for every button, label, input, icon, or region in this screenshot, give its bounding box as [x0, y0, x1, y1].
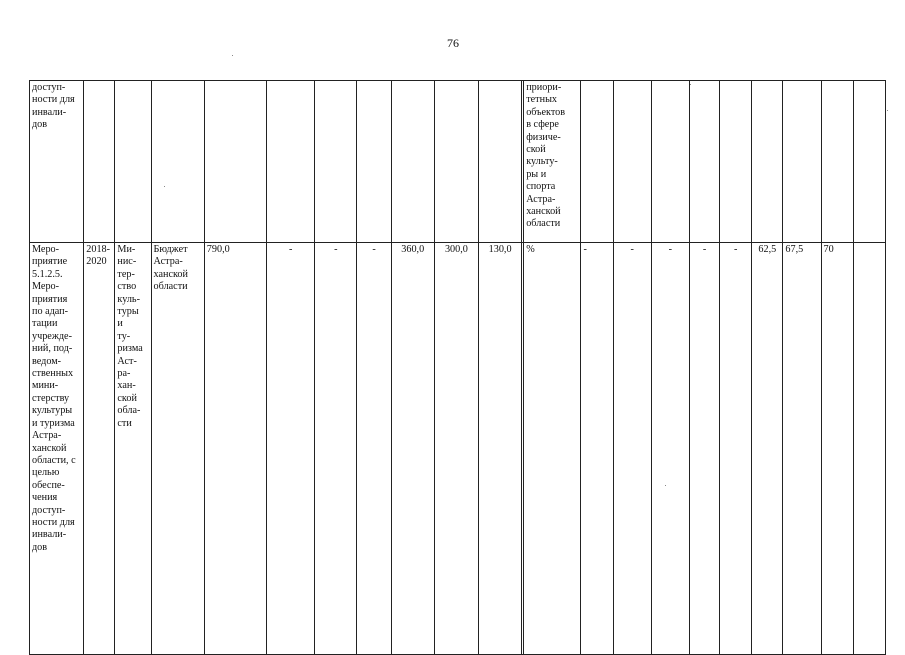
table-cell: -: [689, 243, 719, 655]
table-cell: %: [524, 243, 581, 655]
table-cell: -: [720, 243, 752, 655]
table-cell: -: [315, 243, 357, 655]
table-cell: Меро- приятие 5.1.2.5. Меро- приятия по адап- тации учрежде- ний, под- ведом- ственных мини- стерству культуры и туризма Астра- ханской области, с целью обеспе- чения доступ- ности для инвали- дов: [30, 243, 84, 655]
table-cell: Ми- нис- тер- ство куль- туры и ту- ризма Аст- ра- хан- ской обла- сти: [115, 243, 151, 655]
table-cell: [479, 81, 522, 243]
scan-speck: [690, 84, 691, 85]
page-number: 76: [447, 36, 459, 50]
table-cell: [204, 81, 266, 243]
table-cell: приори- тетных объектов в сфере физиче- ской культу- ры и спорта Астра- ханской области: [524, 81, 581, 243]
table-cell: -: [267, 243, 315, 655]
table-cell: [391, 81, 434, 243]
table-cell: [720, 81, 752, 243]
table-cell: 2018- 2020: [84, 243, 115, 655]
table-cell: 360,0: [391, 243, 434, 655]
scan-speck: [164, 186, 165, 187]
table-cell: [434, 81, 478, 243]
table-cell: 67,5: [783, 243, 821, 655]
table-row: [30, 81, 886, 243]
table-cell: [853, 81, 885, 243]
table-cell: [84, 81, 115, 243]
table-cell: [651, 81, 689, 243]
table-cell: [151, 81, 204, 243]
table-cell: -: [581, 243, 613, 655]
table-cell: -: [357, 243, 391, 655]
table-cell: [581, 81, 613, 243]
scan-speck: [887, 110, 888, 111]
table-cell: [689, 81, 719, 243]
table-cell: Бюджет Астра- ханской области: [151, 243, 204, 655]
table-cell: -: [613, 243, 651, 655]
table-cell: [821, 81, 853, 243]
table-cell: [752, 81, 783, 243]
scan-speck: [232, 55, 233, 56]
table-cell: [315, 81, 357, 243]
table-cell: [357, 81, 391, 243]
table-cell: 300,0: [434, 243, 478, 655]
table-cell: доступ- ности для инвали- дов: [30, 81, 84, 243]
table-cell: 790,0: [204, 243, 266, 655]
data-table: [29, 80, 886, 655]
table-cell: [783, 81, 821, 243]
table-cell: [613, 81, 651, 243]
table-cell: [267, 81, 315, 243]
table-cell: 70: [821, 243, 853, 655]
table-cell: [115, 81, 151, 243]
table-cell: [853, 243, 885, 655]
table-cell: -: [651, 243, 689, 655]
scan-speck: [665, 485, 666, 486]
table-cell: 62,5: [752, 243, 783, 655]
table-row: [30, 243, 886, 655]
table-cell: 130,0: [479, 243, 522, 655]
